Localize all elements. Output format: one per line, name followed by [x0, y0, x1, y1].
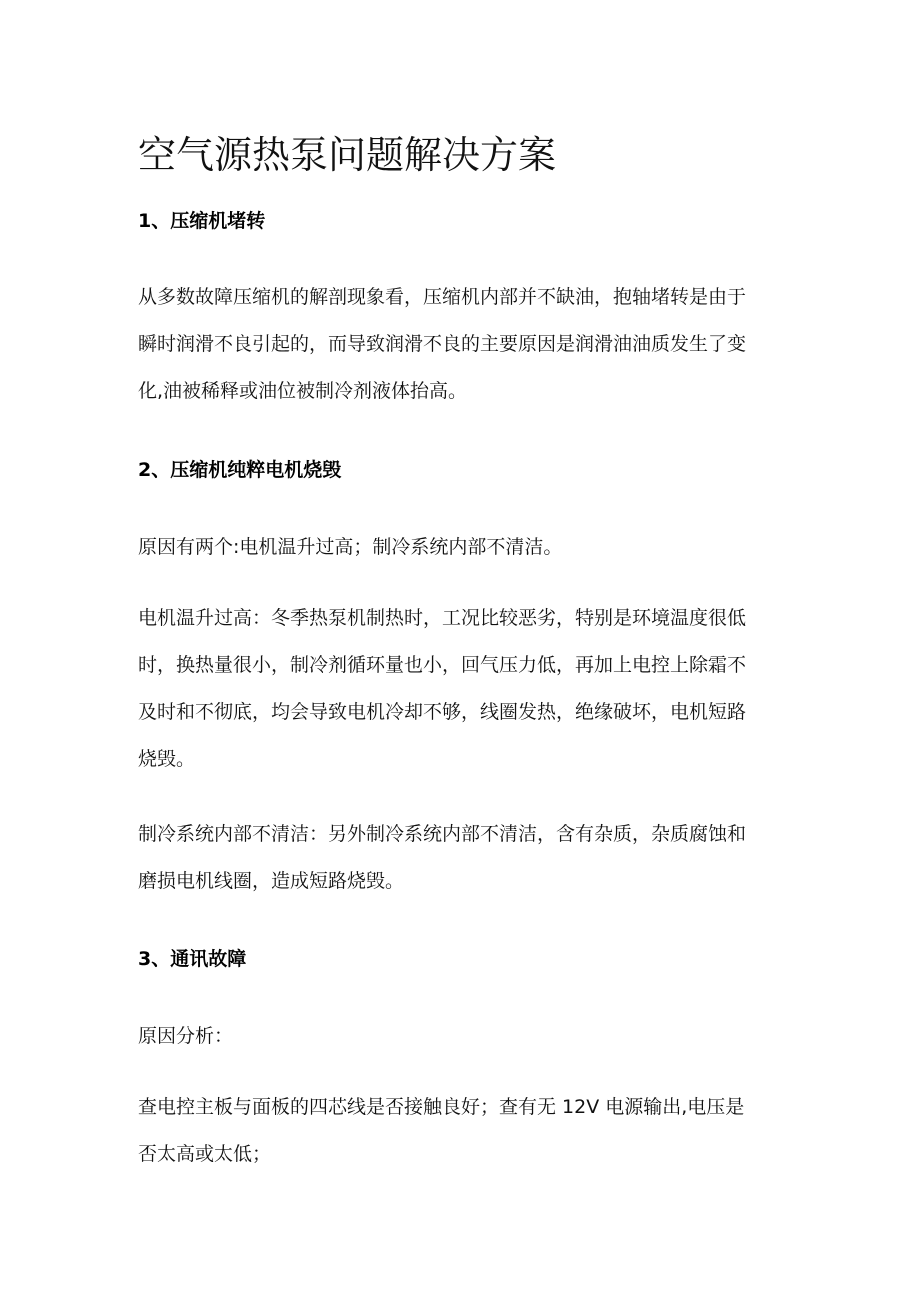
section-3-paragraph-1 [138, 1013, 788, 1060]
section-heading-1: 1、压缩机堵转 [138, 210, 266, 232]
section-2-paragraph-1 [138, 524, 788, 571]
text-line: 磨损电机线圈，造成短路烧毁。 [138, 870, 405, 892]
section-heading-2: 2、压缩机纯粹电机烧毁 [138, 459, 342, 481]
text-line: 查电控主板与面板的四芯线是否接触良好；查有无 12V 电源输出,电压是 [138, 1096, 745, 1118]
text-line: 从多数故障压缩机的解剖现象看，压缩机内部并不缺油，抱轴堵转是由于 [138, 286, 747, 308]
text-line: 否太高或太低； [138, 1143, 272, 1165]
text-line: 原因分析： [138, 1025, 234, 1047]
text-line: 烧毁。 [138, 748, 196, 770]
section-3-paragraph-2 [138, 1084, 788, 1178]
text-line: 瞬时润滑不良引起的，而导致润滑不良的主要原因是润滑油油质发生了变 [138, 333, 747, 355]
text-line: 化,油被稀释或油位被制冷剂液体抬高。 [138, 380, 468, 402]
text-line: 制冷系统内部不清洁：另外制冷系统内部不清洁，含有杂质，杂质腐蚀和 [138, 823, 747, 845]
text-line: 时，换热量很小，制冷剂循环量也小，回气压力低，再加上电控上除霜不 [138, 654, 747, 676]
section-1-paragraph-1 [138, 274, 788, 415]
section-2-paragraph-2 [138, 595, 788, 783]
section-2-paragraph-3 [138, 811, 788, 905]
section-heading-3: 3、通讯故障 [138, 948, 247, 970]
text-line: 电机温升过高：冬季热泵机制热时，工况比较恶劣，特别是环境温度很低 [138, 607, 747, 629]
text-line: 及时和不彻底，均会导致电机冷却不够，线圈发热，绝缘破坏，电机短路 [138, 701, 747, 723]
text-line: 原因有两个:电机温升过高；制冷系统内部不清洁。 [138, 536, 563, 558]
document-title: 空气源热泵问题解决方案 [138, 133, 557, 177]
